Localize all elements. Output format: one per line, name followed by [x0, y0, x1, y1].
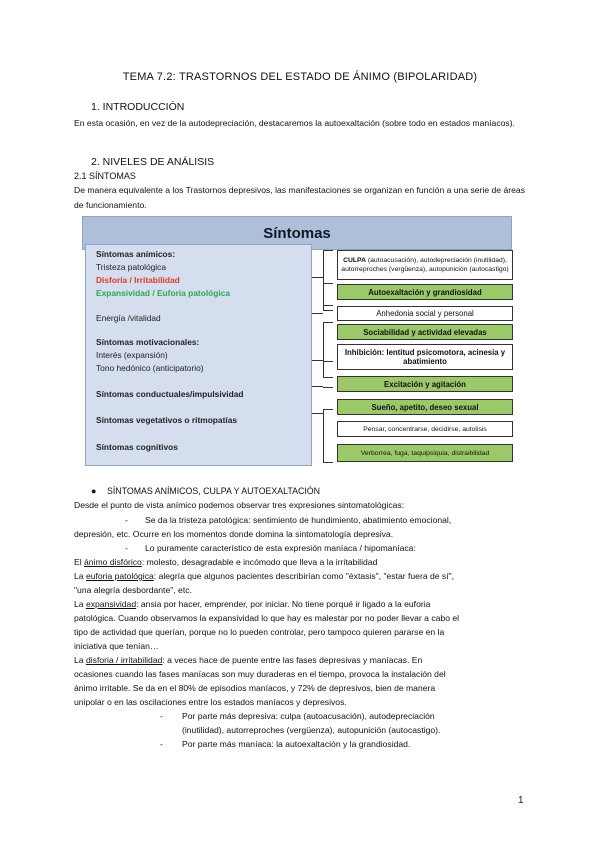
self-exaltation-box: Autoexaltación y grandiosidad	[337, 284, 513, 300]
dysphoric-mood-line: El ánimo disfórico: molesto, desagradable e incómodo que lleva a la irritabilidad	[74, 557, 378, 567]
dash-marker: -	[125, 515, 128, 525]
dash-item-manic: Lo puramente característico de esta expresión maníaca / hipomaníaca:	[145, 543, 416, 553]
connector-line	[312, 277, 323, 278]
euphoria-term: euforia patológica	[85, 571, 154, 581]
diagram-header: Síntomas	[82, 216, 512, 250]
expansiveness-line-3: tipo de actividad que querían, porque no lo pueden controlar, pero tampoco quieren pararse en la	[74, 627, 445, 637]
dysphoric-mood-term: ánimo disfórico	[84, 557, 142, 567]
expansiveness-line: La expansividad: ansia por hacer, emprender, por iniciar. No tiene porqué ir ligado a la euforia	[74, 599, 431, 609]
bracket	[323, 409, 333, 463]
intro-paragraph: En esta ocasión, en vez de la autodepreciación, destacaremos la autoexaltación (sobre todo en estados maníacos).	[74, 118, 515, 128]
dysphoria-line-2: ocasiones cuando las fases maníacas son muy duraderas en el tiempo, provoca la instalación del	[74, 669, 446, 679]
expansiveness-line-2: patológica. Cuando observamos la expansividad lo que hay es malestar por no poder llevar a cabo el	[74, 613, 460, 623]
expansiveness-label: Expansividad / Euforia patológica	[96, 288, 231, 298]
bullet-heading: SÍNTOMAS ANÍMICOS, CULPA Y AUTOEXALTACIÓN	[107, 486, 320, 496]
dash-item-sadness-cont: depresión, etc. Ocurre en los momentos donde domina la sintomatología depresiva.	[74, 529, 394, 539]
connector-line	[312, 413, 323, 414]
energy-label: Energía /vitalidad	[96, 313, 161, 323]
verbosity-box: Verborrea, fuga, taquipsiquia, distraibilidad	[337, 444, 513, 462]
diagram-left-panel	[85, 244, 312, 466]
dash-marker: -	[125, 543, 128, 553]
guilt-detail: (autoacusación), autodepreciación (inutilidad), autorreproches (vergüenza), autopunición (autocastigo)	[341, 257, 509, 273]
connector-line	[312, 386, 323, 387]
section-1-heading: 1. INTRODUCCIÓN	[91, 101, 185, 113]
animic-symptoms-label: Síntomas anímicos:	[96, 249, 176, 259]
bracket	[323, 283, 333, 311]
guilt-box	[337, 250, 513, 280]
vegetative-symptoms-label: Síntomas vegetativos o ritmopatías	[96, 415, 238, 425]
connector-line	[312, 360, 323, 361]
subsection-2-1-heading: 2.1 SÍNTOMAS	[74, 171, 136, 181]
dysphoria-line-3: ánimo irritable. Se da en el 80% de episodios maníacos, y 72% de depresivos, bien de manera	[74, 683, 436, 693]
symptoms-diagram	[79, 214, 515, 468]
sociability-box: Sociabilidad y actividad elevadas	[337, 324, 513, 340]
expansiveness-term: expansividad	[85, 599, 137, 609]
bracket	[323, 361, 333, 362]
sub-item-manic: Por parte más maníaca: la autoexaltación y la grandiosidad.	[182, 739, 411, 749]
behavioral-symptoms-label: Síntomas conductuales/impulsividad	[96, 389, 244, 399]
sub-item-depressive-cont: (inutilidad), autorreproches (vergüenza), autopunición (autocastigo).	[182, 725, 441, 735]
hedonic-tone-label: Tono hedónico (anticipatorio)	[96, 363, 204, 373]
bullet-dot: ●	[91, 486, 97, 496]
symptoms-intro-paragraph: De manera equivalente a los Trastornos depresivos, las manifestaciones se organizan en función a una serie de áreas de funcionamiento.	[74, 185, 525, 210]
dash-marker: -	[160, 711, 163, 721]
anhedonia-box: Anhedonia social y personal	[337, 306, 513, 321]
excitation-box: Excitación y agitación	[337, 376, 513, 392]
page-number: 1	[518, 795, 524, 806]
bracket	[323, 322, 333, 378]
sleep-appetite-box: Sueño, apetito, deseo sexual	[337, 399, 513, 415]
dash-marker: -	[160, 739, 163, 749]
connector-line	[312, 313, 323, 314]
dash-item-sadness: Se da la tristeza patológica: sentimiento de hundimiento, abatimiento emocional,	[145, 515, 452, 525]
cognitive-symptoms-label: Síntomas cognitivos	[96, 442, 178, 452]
inhibition-box: Inhibición: lentitud psicomotora, acinesia y abatimiento	[337, 344, 513, 370]
dysphoria-label: Disforia / Irritabilidad	[96, 275, 180, 285]
dysphoria-line: La disforia / irritabilidad: a veces hace de puente entre las fases depresivas y maníacas. En	[74, 655, 423, 665]
motivational-symptoms-label: Síntomas motivacionales:	[96, 337, 200, 347]
paragraph-animic-view: Desde el punto de vista anímico podemos observar tres expresiones sintomatológicas:	[74, 500, 405, 510]
thinking-box: Pensar, concentrarse, decidirse, autolisis	[337, 421, 513, 437]
document-title: TEMA 7.2: TRASTORNOS DEL ESTADO DE ÁNIMO (BIPOLARIDAD)	[122, 71, 478, 83]
interest-label: Interés (expansión)	[96, 350, 168, 360]
dysphoria-term: disforia / irritabilidad	[85, 655, 163, 665]
euphoria-line: La euforia patológica: alegría que algunos pacientes describirían como "éxtasis", "estar fuera de sí",	[74, 571, 455, 581]
sub-item-depressive: Por parte más depresiva: culpa (autoacusación), autodepreciación	[182, 711, 435, 721]
guilt-label: CULPA	[343, 257, 366, 264]
section-2-heading: 2. NIVELES DE ANÁLISIS	[91, 156, 215, 168]
bracket	[323, 387, 333, 388]
pathological-sadness-label: Tristeza patológica	[96, 262, 166, 272]
expansiveness-line-4: iniciativa que tenían…	[74, 641, 159, 651]
euphoria-line-2: "una alegría desbordante", etc.	[74, 585, 192, 595]
dysphoria-line-4: unipolar o en las oscilaciones entre los estados maníacos y depresivos.	[74, 697, 347, 707]
